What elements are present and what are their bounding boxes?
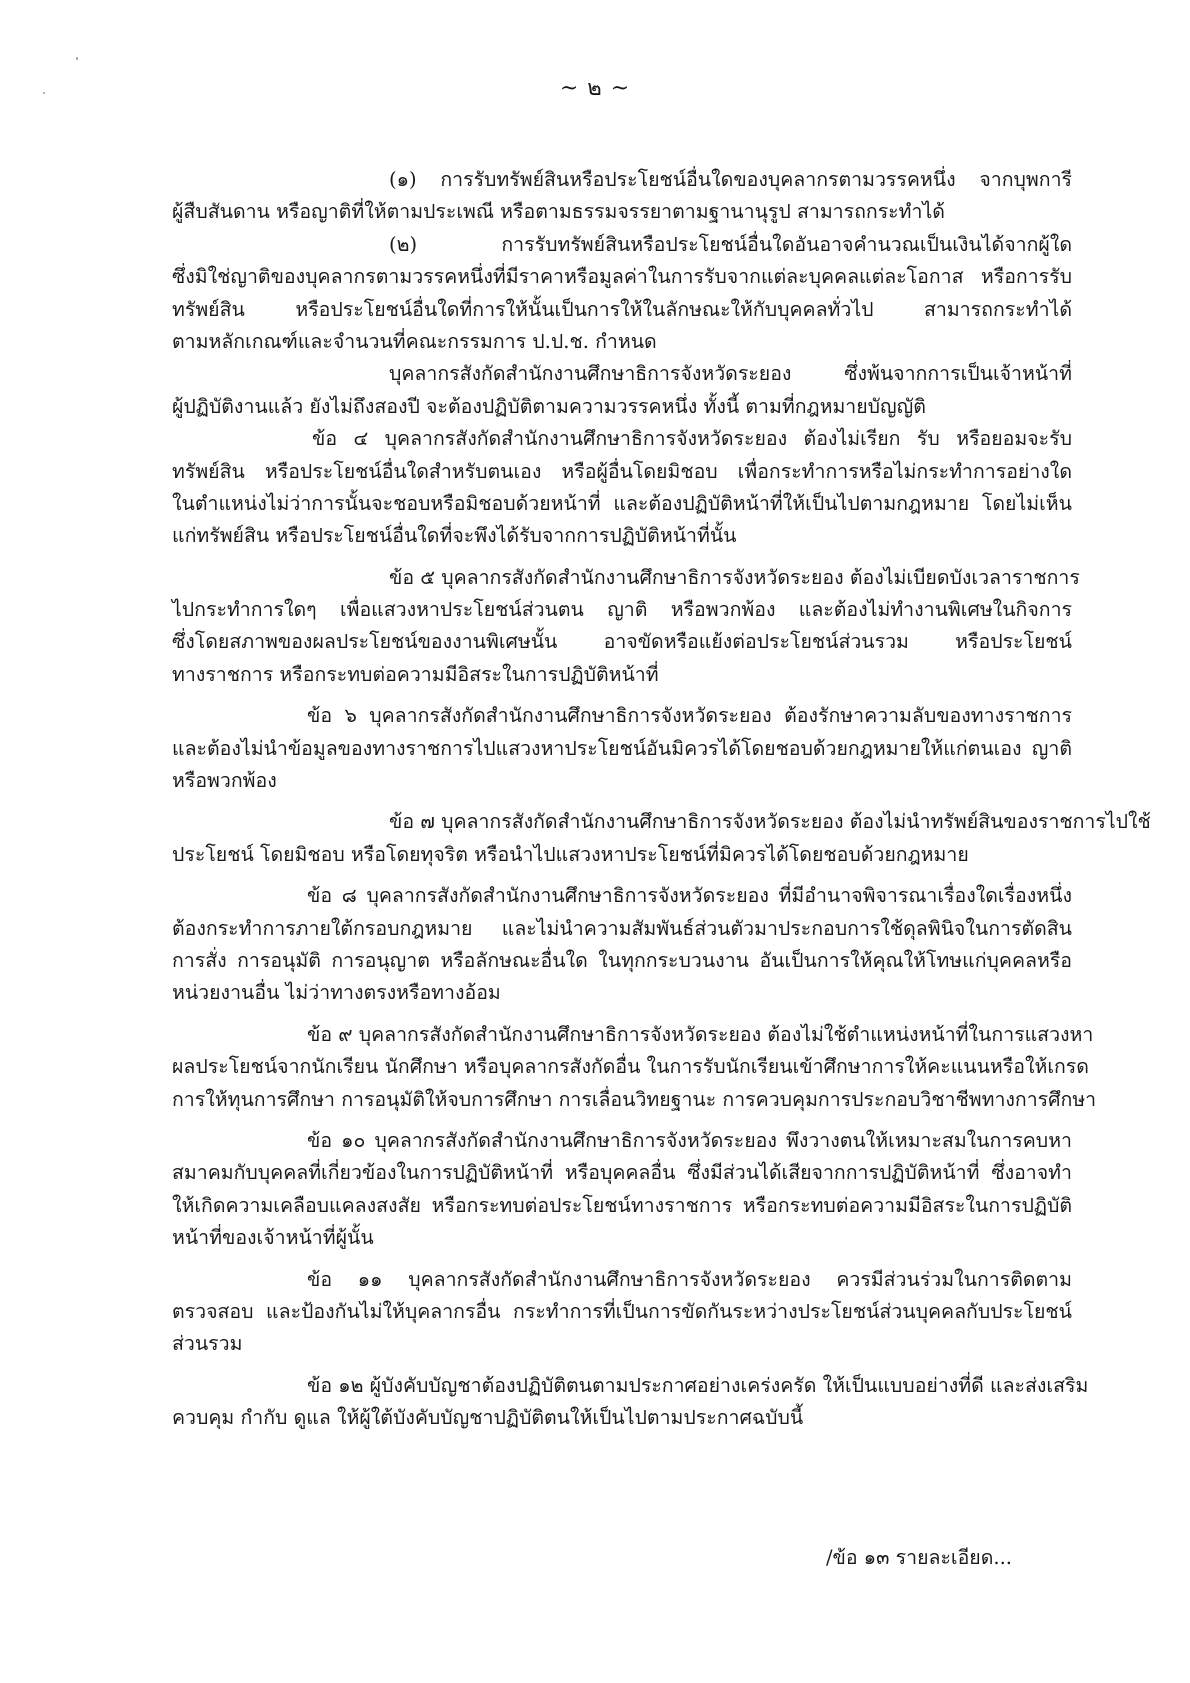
paragraph-gap	[172, 1010, 1072, 1019]
paragraph-line: สมาคมกับบุคคลที่เกี่ยวข้องในการปฏิบัติหน้าที่ หรือบุคคลอื่น ซึ่งมีส่วนได้เสียจากการปฏิบัติหน้าที่ ซึ่งอาจทำ	[172, 1161, 1072, 1185]
paragraph-gap	[172, 691, 1072, 700]
paragraph-line: ผู้ปฏิบัติงานแล้ว ยังไม่ถึงสองปี จะต้องปฏิบัติตามความวรรคหนึ่ง ทั้งนี้ ตามที่กฎหมายบัญญัติ	[172, 394, 926, 418]
paragraph	[172, 880, 1072, 1010]
paragraph-line: การให้ทุนการศึกษา การอนุมัติให้จบการศึกษา การเลื่อนวิทยฐานะ การควบคุมการประกอบวิชาชีพทางการศึกษา	[172, 1087, 1097, 1111]
paragraph-line: (๒) การรับทรัพย์สินหรือประโยชน์อื่นใดอันอาจคำนวณเป็นเงินได้จากผู้ใด	[389, 232, 1072, 256]
paragraph-line: ในตำแหน่งไม่ว่าการนั้นจะชอบหรือมิชอบด้วยหน้าที่ และต้องปฏิบัติหน้าที่ให้เป็นไปตามกฎหมาย โดยไม่เห็น	[172, 491, 1072, 515]
paragraph	[172, 806, 1151, 871]
paragraph-line: ผลประโยชน์จากนักเรียน นักศึกษา หรือบุคลากรสังกัดอื่น ในการรับนักเรียนเข้าศึกษาการให้คะแนนหรือให้เกรด	[172, 1055, 1089, 1079]
paragraph-line: ตรวจสอบ และป้องกันไม่ให้บุคลากรอื่น กระทำการที่เป็นการขัดกันระหว่างประโยชน์ส่วนบุคคลกับประโยชน์	[172, 1299, 1072, 1323]
paragraph-line: (๑) การรับทรัพย์สินหรือประโยชน์อื่นใดของบุคลากรตามวรรคหนึ่ง จากบุพการี	[389, 168, 1072, 191]
paragraph-gap	[172, 1361, 1072, 1370]
paragraph-line: ข้อ ๑๑ บุคลากรสังกัดสำนักงานศึกษาธิการจังหวัดระยอง ควรมีส่วนร่วมในการติดตาม	[307, 1267, 1072, 1291]
paragraph	[172, 700, 1072, 797]
paragraph-line: ข้อ ๔ บุคลากรสังกัดสำนักงานศึกษาธิการจังหวัดระยอง ต้องไม่เรียก รับ หรือยอมจะรับ	[312, 427, 1072, 451]
paragraph-line: ให้เกิดความเคลือบแคลงสงสัย หรือกระทบต่อประโยชน์ทางราชการ หรือกระทบต่อความมีอิสระในการปฏิบัติ	[172, 1193, 1072, 1217]
paragraph-line: หน่วยงานอื่น ไม่ว่าทางตรงหรือทางอ้อม	[172, 981, 501, 1005]
paragraph-line: ผู้สืบสันดาน หรือญาติที่ให้ตามประเพณี หรือตามธรรมจรรยาตามฐานานุรูป สามารถกระทำได้	[172, 200, 945, 224]
paragraph	[172, 1370, 1089, 1435]
paragraph-line: ประโยชน์ โดยมิชอบ หรือโดยทุจริต หรือนำไปแสวงหาประโยชน์ที่มิควรได้โดยชอบด้วยกฎหมาย	[172, 842, 969, 866]
paragraph-gap	[172, 871, 1072, 880]
paragraph-line: ข้อ ๕ บุคลากรสังกัดสำนักงานศึกษาธิการจังหวัดระยอง ต้องไม่เบียดบังเวลาราชการ	[389, 565, 1080, 589]
paragraph-line: ไปกระทำการใดๆ เพื่อแสวงหาประโยชน์ส่วนตน ญาติ หรือพวกพ้อง และต้องไม่ทำงานพิเศษในกิจการ	[172, 598, 1072, 622]
paragraph	[172, 423, 1072, 553]
paragraph-line: และต้องไม่นำข้อมูลของทางราชการไปแสวงหาประโยชน์อันมิควรได้โดยชอบด้วยกฎหมายให้แก่ตนเอง ญาติ	[172, 736, 1072, 760]
paragraph	[172, 562, 1080, 692]
paragraph-line: บุคลากรสังกัดสำนักงานศึกษาธิการจังหวัดระยอง ซึ่งพ้นจากการเป็นเจ้าหน้าที่	[389, 362, 1072, 386]
paragraph-gap	[172, 797, 1072, 806]
paragraph-line: ซึ่งโดยสภาพของผลประโยชน์ของงานพิเศษนั้น อาจขัดหรือแย้งต่อประโยชน์ส่วนรวม หรือประโยชน์	[172, 630, 1072, 654]
paragraph-line: ซึ่งมิใช่ญาติของบุคลากรตามวรรคหนึ่งที่มีราคาหรือมูลค่าในการรับจากแต่ละบุคคลแต่ละโอกาส หรือการรับ	[172, 265, 1072, 289]
paragraph	[172, 229, 1072, 359]
paragraph-line: ส่วนรวม	[172, 1332, 243, 1356]
paragraph-gap	[172, 553, 1072, 562]
paragraph-line: ตามหลักเกณฑ์และจำนวนที่คณะกรรมการ ป.ป.ช. กำหนด	[172, 329, 657, 353]
paragraph-gap	[172, 1116, 1072, 1125]
paragraph-line: ข้อ ๖ บุคลากรสังกัดสำนักงานศึกษาธิการจังหวัดระยอง ต้องรักษาความลับของทางราชการ	[307, 704, 1072, 728]
paragraph-line: แก่ทรัพย์สิน หรือประโยชน์อื่นใดที่จะพึงได้รับจากการปฏิบัติหน้าที่นั้น	[172, 524, 737, 548]
paragraph-line: ทรัพย์สิน หรือประโยชน์อื่นใดสำหรับตนเอง หรือผู้อื่นโดยมิชอบ เพื่อกระทำการหรือไม่กระทำการอย่างใด	[172, 459, 1072, 483]
paragraph-line: ทรัพย์สิน หรือประโยชน์อื่นใดที่การให้นั้นเป็นการให้ในลักษณะให้กับบุคคลทั่วไป สามารถกระทำได้	[172, 297, 1072, 321]
paragraph-line: ควบคุม กำกับ ดูแล ให้ผู้ใต้บังคับบัญชาปฏิบัติตนให้เป็นไปตามประกาศฉบับนี้	[172, 1406, 804, 1430]
paragraph-line: ทางราชการ หรือกระทบต่อความมีอิสระในการปฏิบัติหน้าที่	[172, 662, 659, 686]
document-body	[172, 164, 1151, 1434]
paragraph-line: การสั่ง การอนุมัติ การอนุญาต หรือลักษณะอื่นใด ในทุกกระบวนงาน อันเป็นการให้คุณให้โทษแก่บุคคลหรือ	[172, 948, 1072, 972]
page-number: ~ ๒ ~	[559, 76, 631, 101]
paragraph-line: ข้อ ๑๒ ผู้บังคับบัญชาต้องปฏิบัติตนตามประกาศอย่างเคร่งครัด ให้เป็นแบบอย่างที่ดี และส่งเสริม	[307, 1373, 1089, 1397]
paragraph-line: ข้อ ๑๐ บุคลากรสังกัดสำนักงานศึกษาธิการจังหวัดระยอง พึงวางตนให้เหมาะสมในการคบหา	[307, 1128, 1072, 1152]
paragraph	[172, 1264, 1072, 1361]
paragraph-gap	[172, 1255, 1072, 1264]
paragraph-line: ข้อ ๗ บุคลากรสังกัดสำนักงานศึกษาธิการจังหวัดระยอง ต้องไม่นำทรัพย์สินของราชการไปใช้	[389, 810, 1151, 834]
paragraph-line: ข้อ ๘ บุคลากรสังกัดสำนักงานศึกษาธิการจังหวัดระยอง ที่มีอำนาจพิจารณาเรื่องใดเรื่องหนึ่ง	[307, 884, 1072, 908]
paragraph-line: หน้าที่ของเจ้าหน้าที่ผู้นั้น	[172, 1226, 374, 1250]
scan-speck	[76, 57, 78, 60]
paragraph	[172, 164, 1072, 229]
paragraph	[172, 1125, 1072, 1255]
paragraph-line: ต้องกระทำการภายใต้กรอบกฎหมาย และไม่นำความสัมพันธ์ส่วนตัวมาประกอบการใช้ดุลพินิจในการตัดสิน	[172, 916, 1072, 940]
paragraph	[172, 358, 1072, 423]
paragraph-line: หรือพวกพ้อง	[172, 769, 277, 793]
paragraph-line: ข้อ ๙ บุคลากรสังกัดสำนักงานศึกษาธิการจังหวัดระยอง ต้องไม่ใช้ตำแหน่งหน้าที่ในการแสวงหา	[307, 1022, 1094, 1046]
paragraph	[172, 1019, 1097, 1116]
continuation-note: /ข้อ ๑๓ รายละเอียด...	[825, 1546, 1012, 1569]
